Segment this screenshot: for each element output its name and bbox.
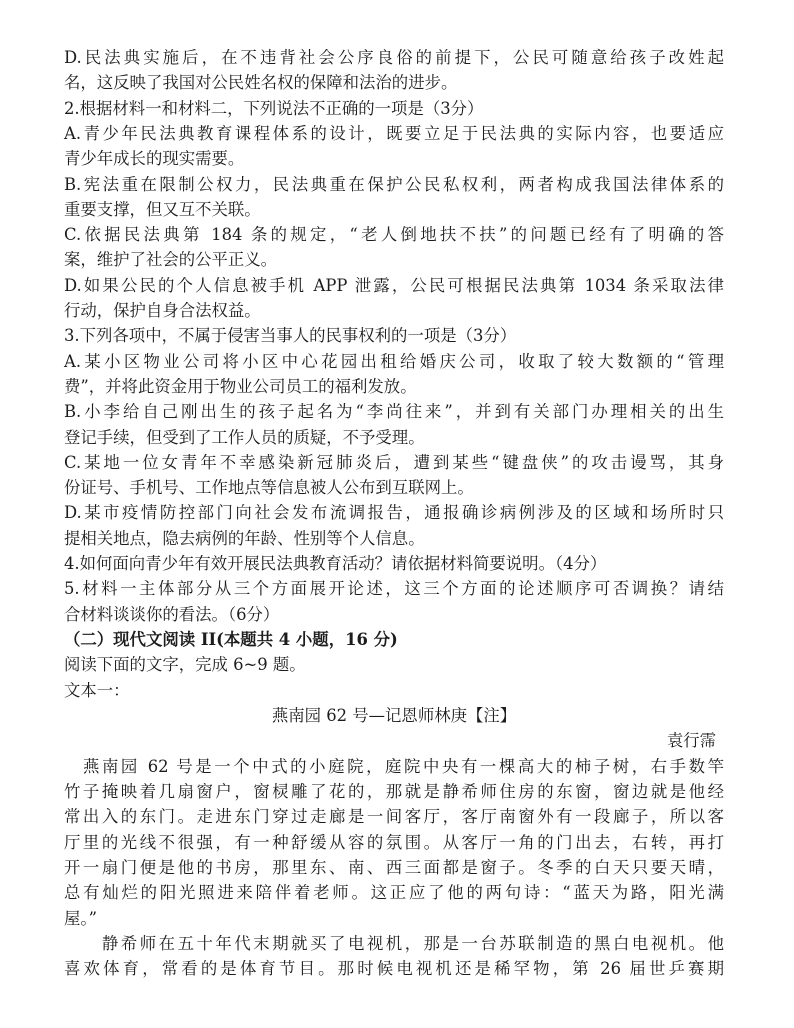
text-line: 案，维护了社会的公平正义。: [64, 250, 278, 269]
article-author: 袁行霈: [666, 731, 716, 750]
paragraph-line: 屋。”: [64, 909, 97, 928]
option-line: C.依据民法典第 184 条的规定，“老人倒地扶不扶”的问题已经有了明确的答: [64, 225, 724, 244]
text-line: 份证号、手机号、工作地点等信息被人公布到互联网上。: [64, 478, 474, 497]
paragraph-line: 竹子掩映着几扇窗户，窗棂雕了花的，那就是静希师住房的东窗，窗边就是他经: [64, 782, 724, 801]
option-line: A.某小区物业公司将小区中心花园出租给婚庆公司，收取了较大数额的“管理: [64, 352, 724, 371]
paragraph-line: 厅里的光线不很强，有一种舒缓从容的氛围。从客厅一角的门出去，右转，再打: [64, 833, 724, 852]
paragraph-line: 开一扇门便是他的书房，那里东、南、西三面都是窗子。冬季的白天只要天晴，: [64, 858, 724, 877]
text-line: 行动，保护自身合法权益。: [64, 301, 261, 320]
paragraph-line: 常出入的东门。走进东门穿过走廊是一间客厅，客厅南窗外有一段廊子，所以客: [64, 807, 724, 826]
text-line: 合材料谈谈你的看法。（6分）: [64, 605, 280, 624]
text-line: 费”，并将此资金用于物业公司员工的福利发放。: [64, 377, 417, 396]
option-line: B.小李给自己刚出生的孩子起名为“李尚往来”，并到有关部门办理相关的出生: [64, 402, 724, 421]
option-line: D.某市疫情防控部门向社会发布流调报告，通报确诊病例涉及的区域和场所时只: [64, 503, 724, 522]
text-line: 重要支撑，但又互不关联。: [64, 200, 261, 219]
paragraph-line: 燕南园 62 号是一个中式的小庭院，庭院中央有一棵高大的柿子树，右手数竿: [64, 757, 724, 776]
option-line: D.如果公民的个人信息被手机 APP 泄露，公民可根据民法典第 1034 条采取法律: [64, 276, 724, 295]
text-line: 提相关地点，隐去病例的年龄、性别等个人信息。: [64, 529, 425, 548]
text-label: 文本一：: [64, 681, 130, 700]
text-line: 青少年成长的现实需要。: [64, 149, 245, 168]
question-line: 4.如何面向青少年有效开展民法典教育活动？请依据材料简要说明。（4分）: [64, 554, 607, 573]
paragraph-line: 喜欢体育，常看的是体育节目。那时候电视机还是稀罕物，第 26 届世乒赛期: [64, 959, 724, 978]
article-title: 燕南园 62 号—记恩师林庚【注】: [271, 706, 517, 725]
text-line: 名，这反映了我国对公民姓名权的保障和法治的进步。: [64, 73, 458, 92]
option-line: B.宪法重在限制公权力，民法典重在保护公民私权利，两者构成我国法律体系的: [64, 175, 724, 194]
paragraph-line: 总有灿烂的阳光照进来陪伴着老师。这正应了他的两句诗：“蓝天为路，阳光满: [64, 883, 724, 902]
text-line: 登记手续，但受到了工作人员的质疑，不予受理。: [64, 428, 425, 447]
option-line: C.某地一位女青年不幸感染新冠肺炎后，遭到某些“键盘侠”的攻击谩骂，其身: [64, 453, 724, 472]
paragraph-line: 静希师在五十年代末期就买了电视机，那是一台苏联制造的黑白电视机。他: [64, 934, 724, 953]
question-line: 2.根据材料一和材料二，下列说法不正确的一项是（3分）: [64, 99, 484, 118]
question-line: 5.材料一主体部分从三个方面展开论述，这三个方面的论述顺序可否调换？请结: [64, 579, 724, 598]
instruction-line: 阅读下面的文字，完成 6~9 题。: [64, 655, 306, 674]
text-line: D.民法典实施后，在不违背社会公序良俗的前提下，公民可随意给孩子改姓起: [64, 48, 724, 67]
section-heading: （二）现代文阅读 II(本题共 4 小题，16 分): [64, 630, 398, 649]
option-line: A.青少年民法典教育课程体系的设计，既要立足于民法典的实际内容，也要适应: [64, 124, 724, 143]
question-line: 3.下列各项中，不属于侵害当事人的民事权利的一项是（3分）: [64, 326, 517, 345]
